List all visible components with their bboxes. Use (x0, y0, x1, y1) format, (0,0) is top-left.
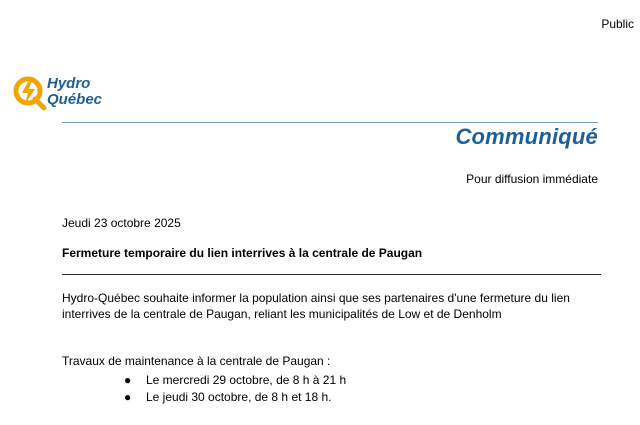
release-date: Jeudi 23 octobre 2025 (62, 216, 181, 230)
hydro-quebec-logo (11, 74, 151, 116)
body-divider (62, 274, 601, 275)
list-item (120, 372, 346, 389)
intro-paragraph: Hydro-Québec souhaite informer la population ainsi que ses partenaires d'une fermeture du lien interrives de la centrale de Paugan, reliant les municipalités de Low et de Denholm (62, 291, 570, 321)
bullet-icon: ● (124, 390, 132, 404)
header-divider (62, 122, 598, 123)
press-release-headline: Fermeture temporaire du lien interrives à la centrale de Paugan (62, 246, 423, 260)
list-item (120, 389, 346, 406)
schedule-item-text: Le jeudi 30 octobre, de 8 h et 18 h. (146, 390, 332, 404)
logo-line-quebec: Québec (47, 91, 103, 108)
maintenance-schedule-list (120, 372, 346, 406)
maintenance-heading: Travaux de maintenance à la centrale de Paugan : (62, 354, 331, 368)
document-type-title: Communiqué (455, 124, 598, 149)
classification-label: Public (601, 17, 634, 31)
bullet-icon: ● (124, 373, 132, 387)
logo-line-hydro: Hydro (47, 75, 91, 92)
q-lightning-logo-icon (11, 74, 51, 114)
distribution-notice: Pour diffusion immédiate (466, 172, 598, 186)
logo-wordmark (47, 76, 102, 108)
schedule-item-text: Le mercredi 29 octobre, de 8 h à 21 h (146, 373, 347, 387)
